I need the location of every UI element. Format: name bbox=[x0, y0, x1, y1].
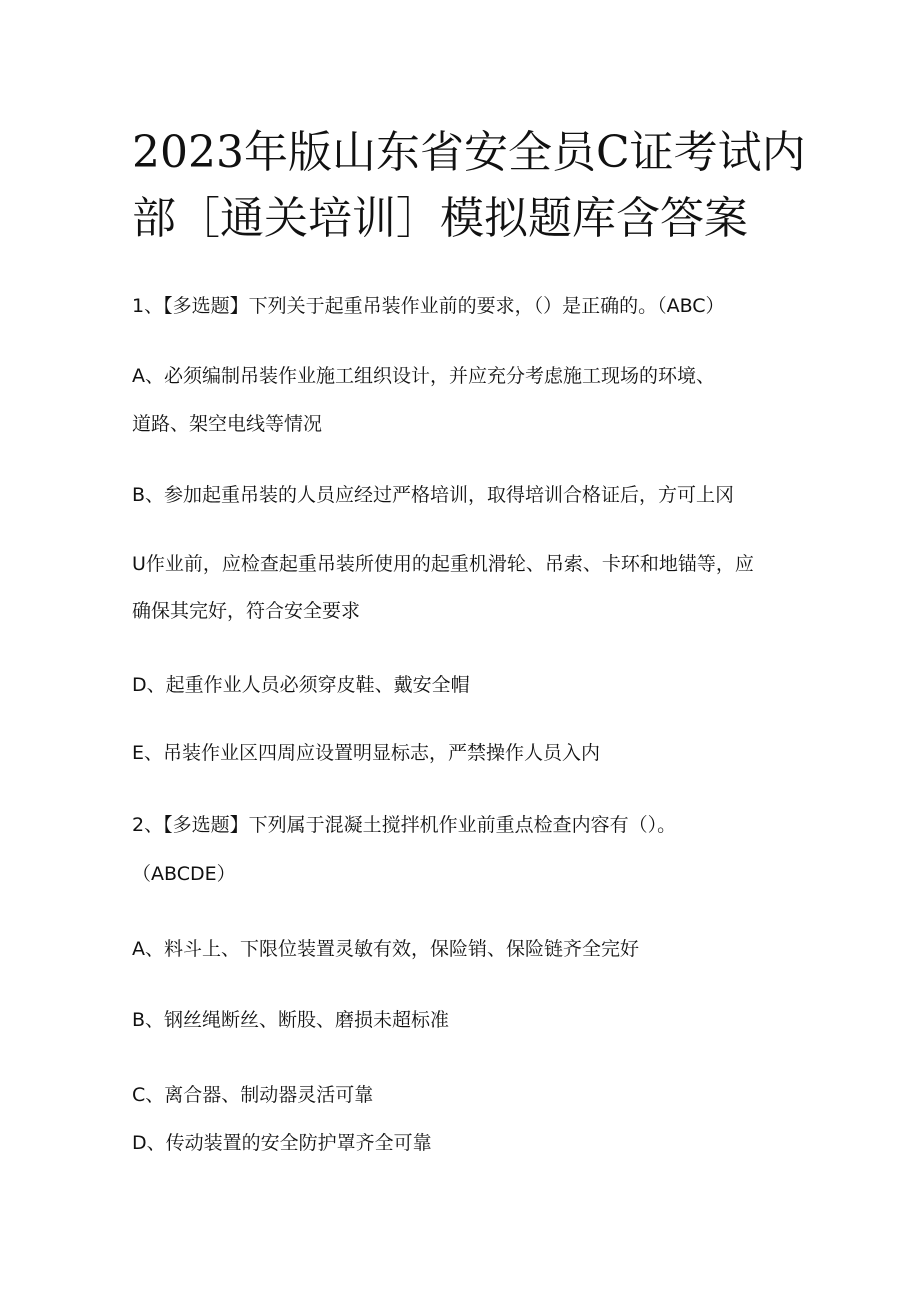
document-title bbox=[132, 120, 812, 252]
title-line-2: 部［通关培训］模拟题库含答案 bbox=[132, 193, 748, 244]
question-1-option-c-line-1: U作业前，应检查起重吊装所使用的起重机滑轮、吊索、卡环和地锚等，应 bbox=[132, 553, 754, 575]
title-line-1: 2023年版山东省安全员C证考试内 bbox=[132, 127, 806, 178]
question-1-option-c-line-2: 确保其完好，符合安全要求 bbox=[132, 600, 361, 622]
question-1-option-b: B、参加起重吊装的人员应经过严格培训，取得培训合格证后，方可上冈 bbox=[132, 484, 735, 506]
question-1-option-e: E、吊装作业区四周应设置明显标志，严禁操作人员入内 bbox=[132, 742, 601, 764]
question-2-option-c: C、离合器、制动器灵活可靠 bbox=[132, 1084, 374, 1106]
question-2-option-b: B、钢丝绳断丝、断股、磨损未超标准 bbox=[132, 1009, 450, 1031]
question-2-option-a: A、料斗上、下限位装置灵敏有效，保险销、保险链齐全完好 bbox=[132, 938, 639, 960]
question-1-stem: 1、【多选题】下列关于起重吊装作业前的要求，（）是正确的。（ABC） bbox=[132, 295, 725, 317]
question-2-option-d: D、传动装置的安全防护罩齐全可靠 bbox=[132, 1132, 432, 1154]
question-1-option-a-line-1: A、必须编制吊装作业施工组织设计，并应充分考虑施工现场的环境、 bbox=[132, 365, 715, 387]
question-1-option-d: D、起重作业人员必须穿皮鞋、戴安全帽 bbox=[132, 674, 470, 696]
question-2-stem-line-2: （ABCDE） bbox=[132, 863, 236, 885]
question-2-stem-line-1: 2、【多选题】下列属于混凝土搅拌机作业前重点检查内容有（）。 bbox=[132, 814, 677, 836]
question-1-option-a-line-2: 道路、架空电线等情况 bbox=[132, 413, 323, 435]
